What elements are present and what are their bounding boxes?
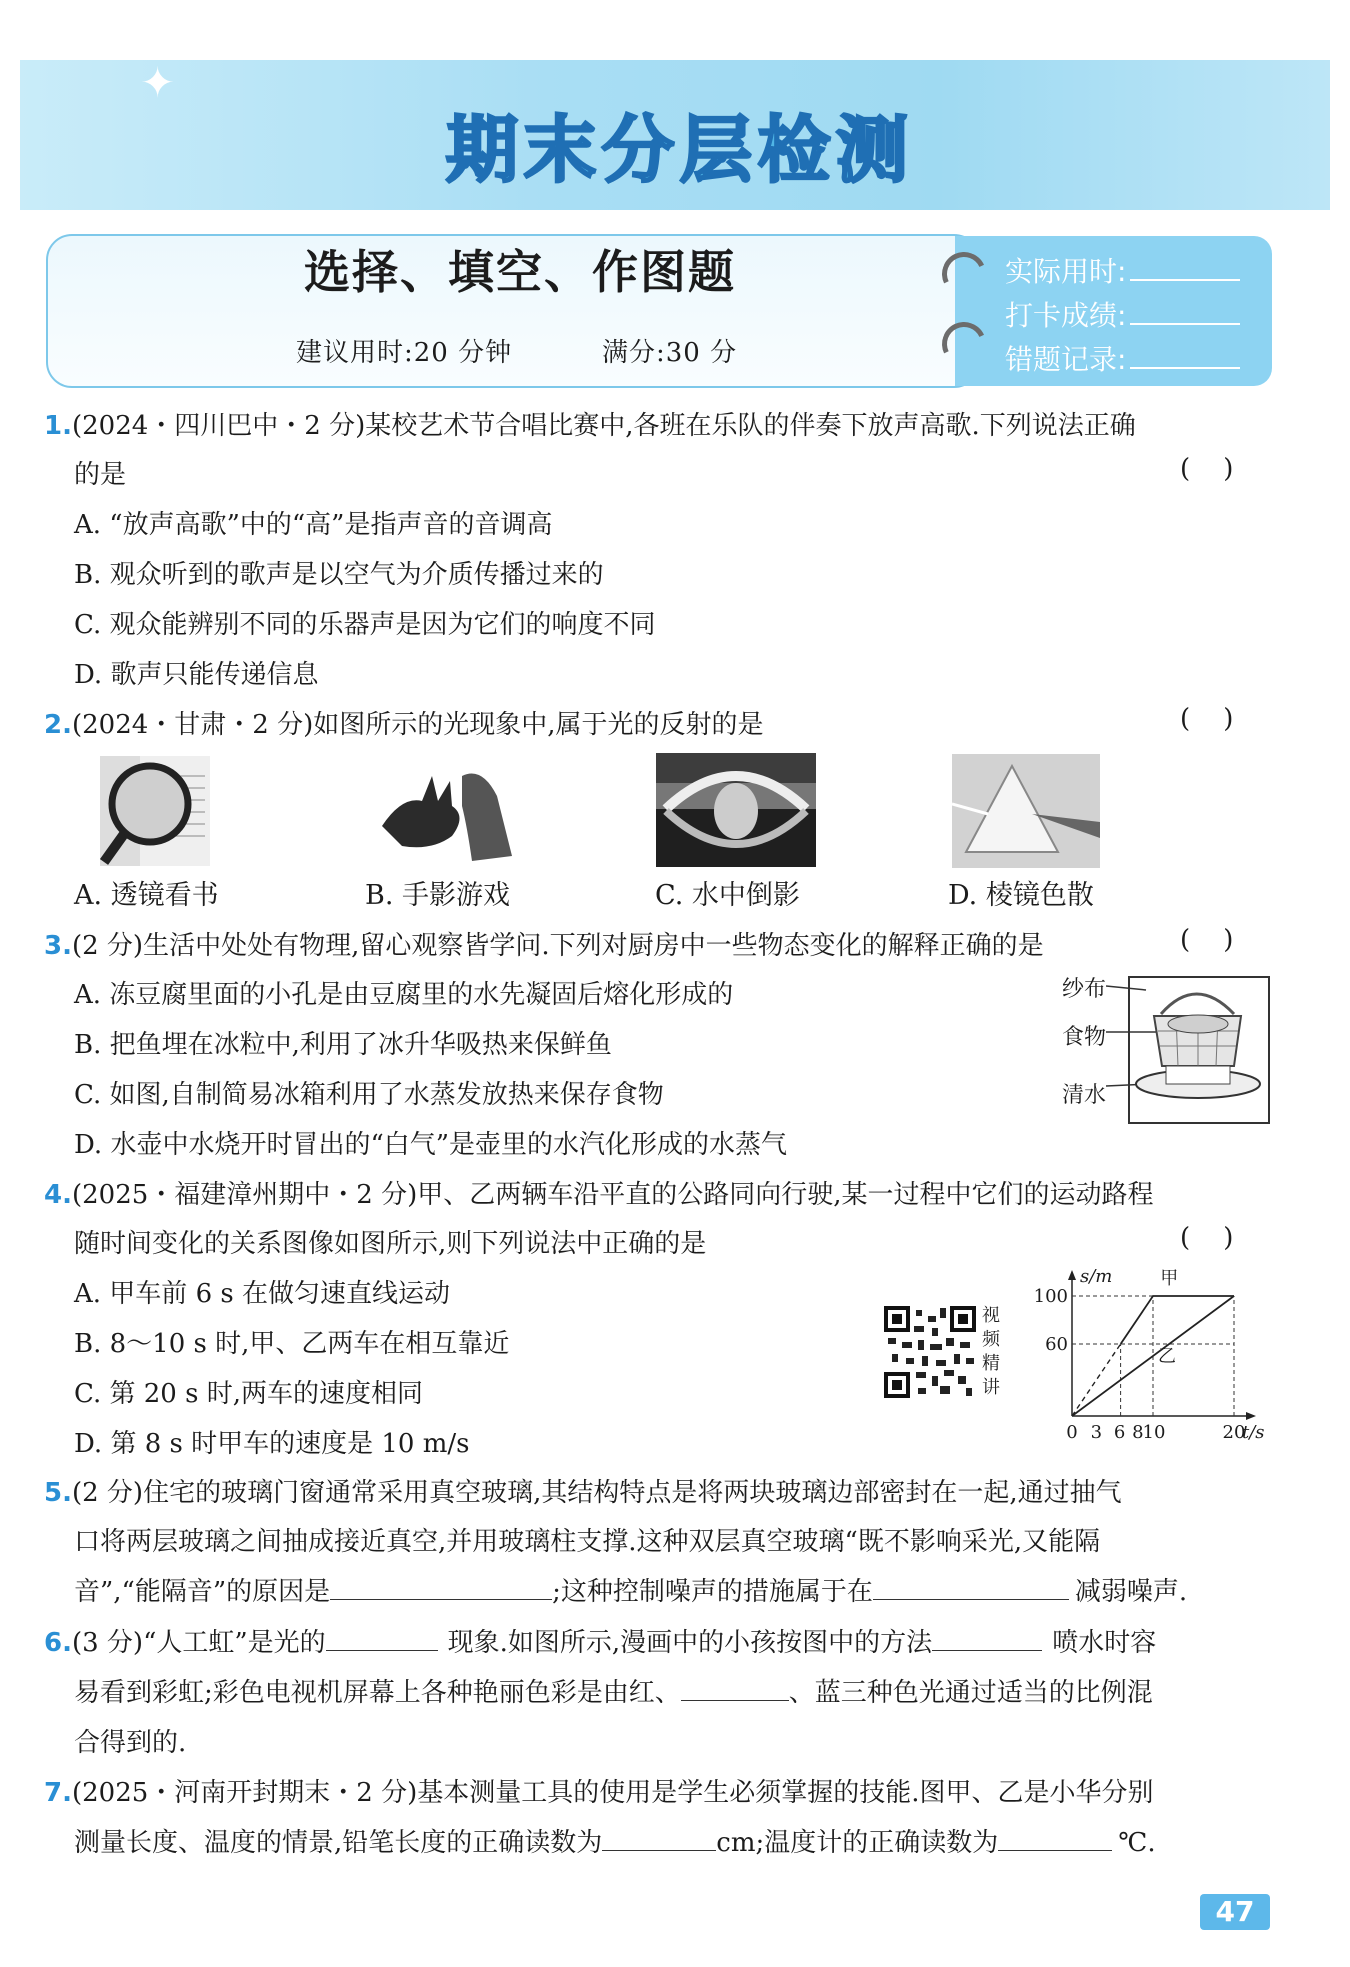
question-2-stem: 2.(2024・甘肃・2 分)如图所示的光现象中,属于光的反射的是: [44, 710, 764, 740]
question-6-stem-cont: 易看到彩虹;彩色电视机屏幕上各种艳丽色彩是由红、 、蓝三种色光通过适当的比例混: [74, 1672, 1153, 1709]
caption-d: D. 棱镜色散: [948, 880, 1094, 911]
prism-image: [952, 754, 1100, 868]
answer-paren[interactable]: ( ): [1180, 454, 1234, 484]
caption-b: B. 手影游戏: [365, 880, 511, 911]
option-b: B. 8～10 s 时,甲、乙两车在相互靠近: [74, 1329, 510, 1359]
x-tick-label: 0: [1066, 1422, 1078, 1443]
fill-blank[interactable]: [326, 1624, 438, 1651]
option-c: C. 如图,自制简易冰箱利用了水蒸发放热来保存食物: [74, 1080, 664, 1110]
x-axis-arrow: [1246, 1412, 1256, 1420]
label-water: 清水: [1062, 1083, 1107, 1108]
record-mistakes: 错题记录:: [1005, 338, 1240, 378]
y-axis-label: s/m: [1080, 1268, 1113, 1287]
option-c: C. 第 20 s 时,两车的速度相同: [74, 1379, 423, 1409]
y-axis-arrow: [1068, 1270, 1076, 1280]
record-score: 打卡成绩:: [1005, 294, 1240, 334]
question-5-stem-cont: 口将两层玻璃之间抽成接近真空,并用玻璃柱支撑.这种双层真空玻璃“既不影响采光,又能隔: [74, 1527, 1101, 1557]
hand-shadow-image: [372, 756, 522, 866]
bridge-reflection-image: [656, 753, 816, 867]
x-tick-label: 10: [1142, 1422, 1166, 1443]
fill-blank[interactable]: [330, 1573, 552, 1600]
y-tick-label: 100: [1033, 1286, 1068, 1307]
option-d: D. 水壶中水烧开时冒出的“白气”是壶里的水汽化形成的水蒸气: [74, 1130, 788, 1160]
x-tick-label: 20: [1222, 1422, 1246, 1443]
question-1-stem-cont: 的是: [74, 460, 127, 490]
suggested-time: 建议用时:20 分钟: [296, 338, 513, 368]
qr-label: 视 频 精 讲: [982, 1305, 1000, 1398]
record-blank[interactable]: [1130, 367, 1240, 369]
section-title: 选择、填空、作图题: [304, 245, 736, 299]
question-6-stem-cont-2: 合得到的.: [74, 1728, 187, 1758]
fill-blank[interactable]: [602, 1824, 716, 1851]
distance-time-chart: [1020, 1268, 1272, 1444]
fill-blank[interactable]: [873, 1573, 1069, 1600]
option-a: A. 甲车前 6 s 在做匀速直线运动: [74, 1279, 450, 1309]
series-jia-line: [1072, 1344, 1121, 1416]
sparkle-icon: ✦: [140, 58, 176, 107]
question-6-stem: 6.(3 分)“人工虹”是光的 现象.如图所示,漫画中的小孩按图中的方法 喷水时容: [44, 1622, 1156, 1659]
y-tick-label: 60: [1045, 1334, 1068, 1355]
series-yi-label: 乙: [1158, 1346, 1176, 1367]
caption-c: C. 水中倒影: [655, 880, 800, 911]
question-4-stem-cont: 随时间变化的关系图像如图所示,则下列说法中正确的是: [74, 1229, 707, 1259]
option-b: B. 把鱼埋在冰粒中,利用了冰升华吸热来保鲜鱼: [74, 1030, 612, 1060]
magnifier-image: [100, 756, 210, 866]
caption-a: A. 透镜看书: [74, 880, 219, 911]
full-score: 满分:30 分: [602, 338, 738, 368]
record-blank[interactable]: [1130, 279, 1240, 281]
series-jia-label: 甲: [1160, 1268, 1179, 1289]
answer-paren[interactable]: ( ): [1180, 1223, 1234, 1253]
page-number: 47: [1200, 1894, 1270, 1930]
question-3-stem: 3.(2 分)生活中处处有物理,留心观察皆学问.下列对厨房中一些物态变化的解释正确的是: [44, 931, 1044, 961]
record-actual-time: 实际用时:: [1005, 250, 1240, 290]
label-gauze: 纱布: [1062, 977, 1107, 1002]
question-5-stem-cont-2: 音”,“能隔音”的原因是 ;这种控制噪声的措施属于在 减弱噪声.: [74, 1571, 1187, 1608]
banner-title: 期末分层检测: [445, 108, 914, 192]
fill-blank[interactable]: [932, 1624, 1042, 1651]
option-d: D. 第 8 s 时甲车的速度是 10 m/s: [74, 1429, 470, 1459]
question-4-stem: 4.(2025・福建漳州期中・2 分)甲、乙两辆车沿平直的公路同向行驶,某一过程中它们的运动路程: [44, 1180, 1154, 1210]
question-7-stem-cont: 测量长度、温度的情景,铅笔长度的正确读数为 cm;温度计的正确读数为 ℃.: [74, 1822, 1156, 1859]
fill-blank[interactable]: [681, 1674, 789, 1701]
question-5-stem: 5.(2 分)住宅的玻璃门窗通常采用真空玻璃,其结构特点是将两块玻璃边部密封在一起,通过抽气: [44, 1478, 1122, 1508]
x-tick-label: 3: [1090, 1422, 1103, 1443]
record-blank[interactable]: [1130, 323, 1240, 325]
series-jia-line: [1121, 1296, 1234, 1344]
fill-blank[interactable]: [998, 1824, 1112, 1851]
question-1-stem: 1.(2024・四川巴中・2 分)某校艺术节合唱比赛中,各班在乐队的伴奏下放声高歌.下列说法正确: [44, 411, 1136, 441]
question-7-stem: 7.(2025・河南开封期末・2 分)基本测量工具的使用是学生必须掌握的技能.图甲、乙是小华分别: [44, 1778, 1154, 1808]
answer-paren[interactable]: ( ): [1180, 704, 1234, 734]
fridge-figure: [1106, 976, 1270, 1126]
option-b: B. 观众听到的歌声是以空气为介质传播过来的: [74, 560, 604, 590]
option-c: C. 观众能辨别不同的乐器声是因为它们的响度不同: [74, 610, 656, 640]
option-d: D. 歌声只能传递信息: [74, 660, 319, 690]
x-tick-label: 6: [1113, 1422, 1126, 1443]
option-a: A. “放声高歌”中的“高”是指声音的音调高: [74, 510, 553, 540]
x-tick-label: 8: [1132, 1422, 1144, 1443]
x-axis-label: t/s: [1242, 1422, 1265, 1443]
label-food: 食物: [1062, 1025, 1107, 1050]
qr-code[interactable]: [884, 1306, 976, 1398]
option-a: A. 冻豆腐里面的小孔是由豆腐里的水先凝固后熔化形成的: [74, 980, 734, 1010]
answer-paren[interactable]: ( ): [1180, 925, 1234, 955]
